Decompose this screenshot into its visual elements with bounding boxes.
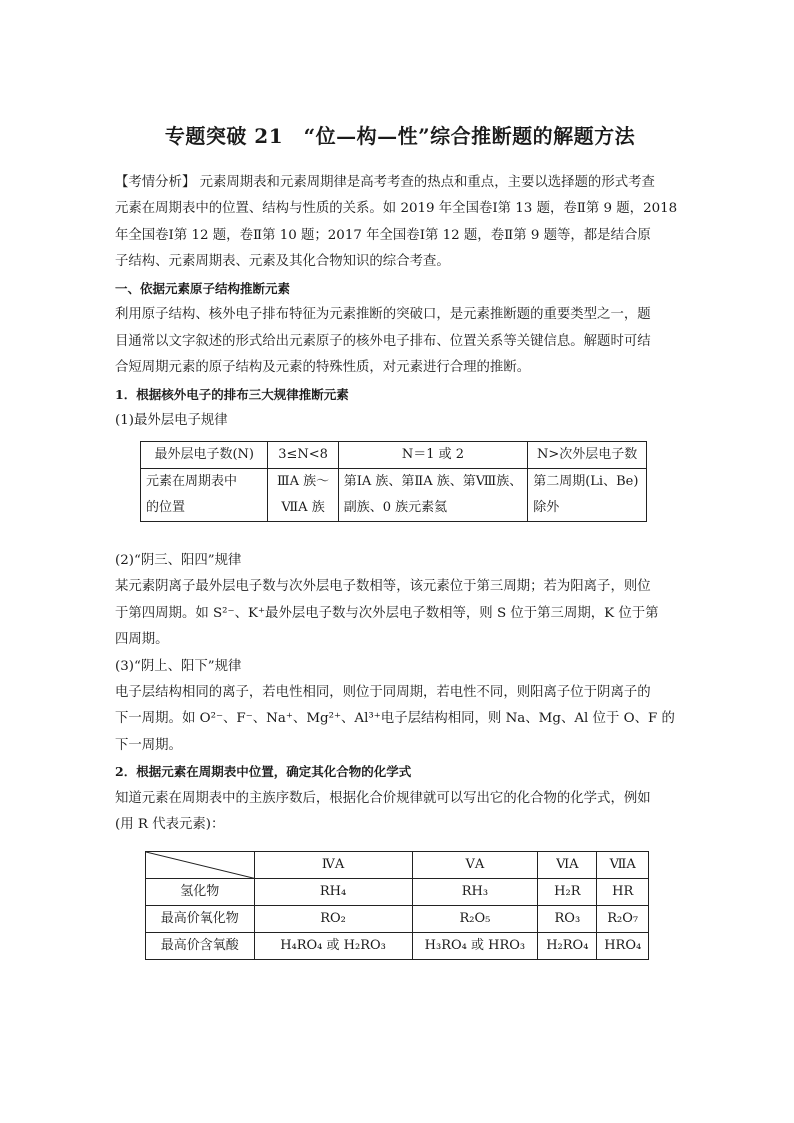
table-header-cell: 3≤N<8	[268, 442, 338, 469]
table-row	[141, 442, 647, 469]
outer-electron-table	[140, 441, 647, 522]
table-cell	[268, 469, 338, 522]
table-cell: R₂O₅	[412, 906, 538, 933]
table-cell: RH₄	[254, 879, 412, 906]
table-header-cell: ⅣA	[254, 852, 412, 879]
table-cell: H₂R	[538, 879, 597, 906]
table-cell: H₂RO₄	[538, 933, 597, 960]
table-row	[146, 933, 649, 960]
table-header-cell: ⅤA	[412, 852, 538, 879]
section-line: 合短周期元素的原子结构及元素的特殊性质，对元素进行合理的推断。	[115, 360, 531, 376]
table-cell: R₂O₇	[597, 906, 649, 933]
table-cell: H₃RO₄ 或 HRO₃	[412, 933, 538, 960]
table-cell: RO₂	[254, 906, 412, 933]
table-row	[146, 852, 649, 879]
rule-line: 下一周期。	[115, 737, 182, 753]
subsection-heading: 2．根据元素在周期表中位置，确定其化合物的化学式	[115, 764, 412, 780]
cell-line: 元素在周期表中	[146, 474, 238, 489]
table-cell: HRO₄	[597, 933, 649, 960]
table-row-label: 最高价氧化物	[146, 906, 255, 933]
section-line: (用 R 代表元素)：	[115, 816, 225, 832]
table-header-cell: N＝1 或 2	[338, 442, 528, 469]
table-header-cell: 最外层电子数(N)	[141, 442, 268, 469]
table-row	[141, 469, 647, 522]
cell-line: 副族、0 族元素氦	[343, 500, 448, 515]
page-title: 专题突破 21 “位—构—性”综合推断题的解题方法	[164, 124, 636, 148]
table-row	[146, 906, 649, 933]
rule-line: 四周期。	[115, 632, 169, 648]
table-cell: RO₃	[538, 906, 597, 933]
table-row-label: 最高价含氧酸	[146, 933, 255, 960]
table-cell	[528, 469, 647, 522]
cell-line: 第ⅠA 族、第ⅡA 族、第Ⅷ族、	[343, 474, 523, 489]
cell-line: ⅦA 族	[281, 500, 325, 515]
rule-heading: (1)最外层电子规律	[115, 412, 228, 428]
intro-line: 【考情分析】 元素周期表和元素周期律是高考考查的热点和重点，主要以选择题的形式考查	[115, 175, 655, 190]
rule-line: 于第四周期。如 S²⁻、K⁺最外层电子数与次外层电子数相等，则 S 位于第三周期，K 位于第	[115, 605, 659, 621]
section-line: 知道元素在周期表中的主族序数后，根据化合价规律就可以写出它的化合物的化学式，例如	[115, 790, 651, 806]
intro-line: 年全国卷Ⅰ第 12 题，卷Ⅱ第 10 题；2017 年全国卷Ⅰ第 12 题，卷Ⅱ第 9 题等，都是结合原	[115, 227, 651, 243]
table-row-label	[141, 469, 268, 522]
intro-line: 元素在周期表中的位置、结构与性质的关系。如 2019 年全国卷Ⅰ第 13 题，卷Ⅱ第 9 题，2018	[115, 201, 678, 217]
table-cell	[338, 469, 528, 522]
diagonal-svg	[146, 852, 257, 879]
subsection-heading: 1．根据核外电子的排布三大规律推断元素	[115, 386, 349, 402]
table-corner-cell	[146, 852, 255, 879]
table-header-cell: ⅥA	[538, 852, 597, 879]
rule-line: 某元素阴离子最外层电子数与次外层电子数相等，该元素位于第三周期；若为阳离子，则位	[115, 579, 651, 595]
intro-line: 子结构、元素周期表、元素及其化合物知识的综合考查。	[115, 254, 450, 270]
rule-line: 电子层结构相同的离子，若电性相同，则位于同周期，若电性不同，则阳离子位于阴离子的	[115, 684, 651, 700]
table-header-cell: N>次外层电子数	[528, 442, 647, 469]
rule-line: 下一周期。如 O²⁻、F⁻、Na⁺、Mg²⁺、Al³⁺电子层结构相同，则 Na、Mg、Al 位于 O、F 的	[115, 711, 675, 727]
table-row-label: 氢化物	[146, 879, 255, 906]
section-line: 目通常以文字叙述的形式给出元素原子的核外电子排布、位置关系等关键信息。解题时可结	[115, 333, 651, 349]
intro-paragraph	[115, 170, 685, 276]
rule-heading: (3)“阴上、阳下”规律	[115, 658, 242, 674]
compound-formula-table	[145, 851, 649, 960]
table-cell: RH₃	[412, 879, 538, 906]
section-heading: 一、依据元素原子结构推断元素	[115, 281, 291, 296]
section-line: 利用原子结构、核外电子排布特征为元素推断的突破口，是元素推断题的重要类型之一，题	[115, 307, 651, 323]
diagonal-line-icon	[146, 852, 254, 878]
section-1	[115, 276, 685, 434]
cell-line: 第二周期(Li、Be)	[533, 474, 639, 489]
rules-2-3	[115, 548, 685, 838]
table-cell: HR	[597, 879, 649, 906]
table-cell: H₄RO₄ 或 H₂RO₃	[254, 933, 412, 960]
table-header-cell: ⅦA	[597, 852, 649, 879]
table-row	[146, 879, 649, 906]
rule-heading: (2)“阴三、阳四”规律	[115, 553, 242, 568]
cell-line: 除外	[533, 500, 560, 515]
cell-line: 的位置	[146, 500, 186, 515]
cell-line: ⅢA 族～	[277, 474, 330, 489]
